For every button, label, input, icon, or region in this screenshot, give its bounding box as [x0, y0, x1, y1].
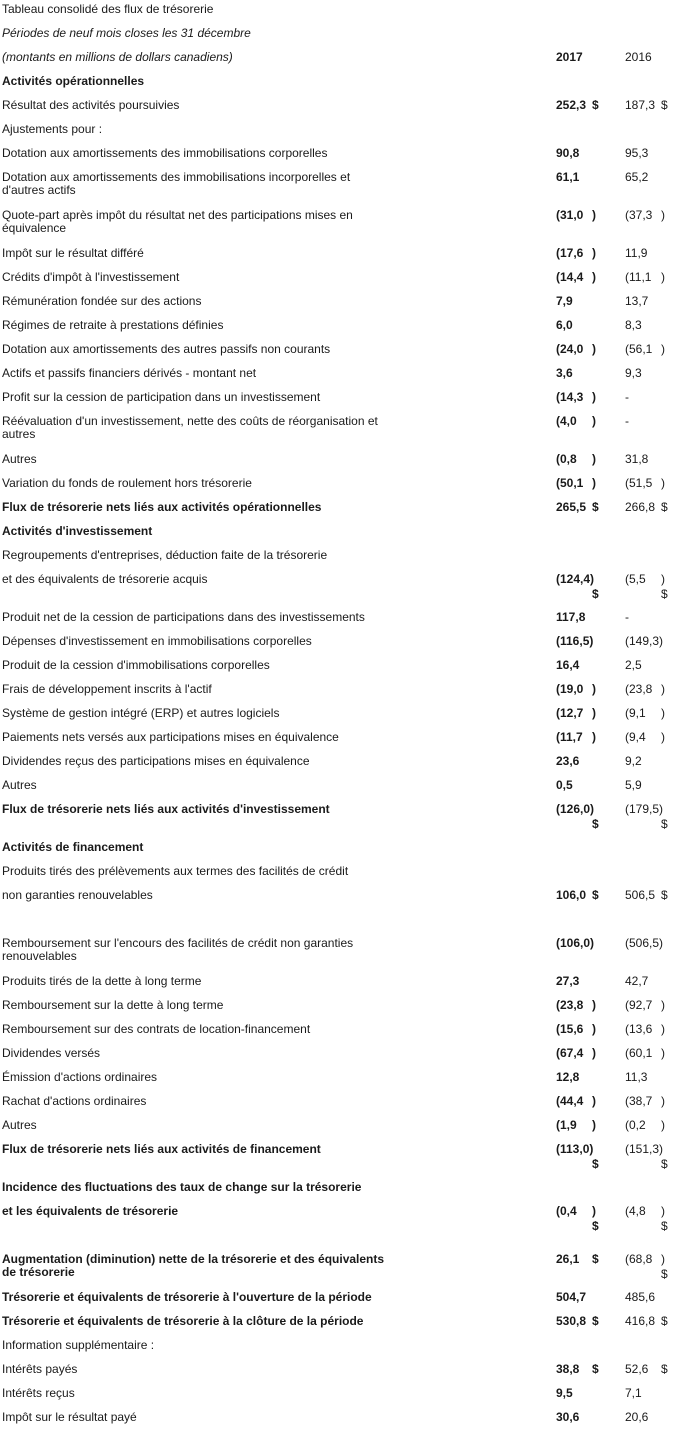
value-2017: 7,9: [556, 294, 573, 308]
value-2016: 95,3: [625, 146, 649, 160]
row-label: Frais de développement inscrits à l'actif: [2, 682, 212, 696]
row-label: Flux de trésorerie nets liés aux activités d'investissement: [2, 802, 330, 816]
value-2017: 117,8: [556, 610, 586, 624]
suffix-2016: ): [661, 730, 665, 744]
value-2017: (0,4: [556, 1204, 577, 1218]
row-label: Paiements nets versés aux participations mises en équivalence: [2, 730, 339, 744]
value-2016: 187,3: [625, 98, 656, 112]
value-2016: (92,7: [625, 998, 653, 1012]
row-label: Dividendes reçus des participations mises en équivalence: [2, 754, 310, 768]
value-2017: (116,5): [556, 634, 594, 648]
value-2016: (9,4: [625, 730, 646, 744]
suffix-2016: $: [661, 1362, 668, 1376]
row-label: Produit net de la cession de participations dans des investissements: [2, 610, 365, 624]
suffix-2017: ): [592, 1204, 596, 1218]
suffix-2017: $: [592, 888, 599, 902]
row-label: Activités de financement: [2, 840, 144, 854]
value-2017: (124,4): [556, 572, 595, 586]
value-2017: 26,1: [556, 1252, 580, 1266]
value-2016: (60,1: [625, 1046, 653, 1060]
row-label: Autres: [2, 778, 37, 792]
row-label: et les équivalents de trésorerie: [2, 1204, 179, 1218]
value-2016: 11,9: [625, 246, 648, 260]
row-label: Dépenses d'investissement en immobilisations corporelles: [2, 634, 312, 648]
row-label: Activités d'investissement: [2, 524, 153, 538]
suffix-2017: ): [592, 998, 596, 1012]
row-label: Régimes de retraite à prestations définies: [2, 318, 224, 332]
value-2017: 530,8: [556, 1314, 587, 1328]
suffix-2017: ): [592, 1118, 596, 1132]
column-header-2016: 2016: [625, 50, 652, 64]
value-2016: 2,5: [625, 658, 642, 672]
row-label: Quote-part après impôt du résultat net des participations mises en équivalence: [2, 208, 353, 235]
value-2017: 12,8: [556, 1070, 580, 1084]
row-label: Augmentation (diminution) nette de la trésorerie et des équivalents de trésorerie: [2, 1252, 385, 1279]
value-2016: (68,8: [625, 1252, 653, 1266]
suffix-2017: ): [592, 1046, 596, 1060]
value-2016: 42,7: [625, 974, 649, 988]
row-label: Émission d'actions ordinaires: [2, 1070, 158, 1084]
value-2016: 416,8: [625, 1314, 656, 1328]
row-label: Dotation aux amortissements des autres passifs non courants: [2, 342, 331, 356]
suffix-2017: $: [592, 500, 599, 514]
currency-2016: $: [661, 587, 668, 601]
value-2016: 11,3: [625, 1070, 648, 1084]
value-2017: 6,0: [556, 318, 573, 332]
value-2016: 266,8: [625, 500, 656, 514]
row-label: Ajustements pour :: [2, 122, 103, 136]
value-2017: 3,6: [556, 366, 573, 380]
value-2016: (149,3): [625, 634, 664, 648]
value-2016: (38,7: [625, 1094, 653, 1108]
row-label: Impôt sur le résultat payé: [2, 1410, 137, 1424]
suffix-2016: ): [661, 998, 665, 1012]
value-2016: 31,8: [625, 452, 649, 466]
value-2017: 23,6: [556, 754, 580, 768]
value-2016: -: [625, 390, 629, 404]
suffix-2016: $: [661, 1314, 668, 1328]
value-2017: (12,7: [556, 706, 584, 720]
value-2016: (506,5): [625, 936, 664, 950]
value-2017: (15,6: [556, 1022, 584, 1036]
value-2016: 20,6: [625, 1410, 649, 1424]
suffix-2016: ): [661, 342, 665, 356]
value-2016: 13,7: [625, 294, 649, 308]
row-label: Dividendes versés: [2, 1046, 101, 1060]
statement-title: Tableau consolidé des flux de trésorerie: [2, 2, 214, 16]
suffix-2017: ): [592, 1022, 596, 1036]
value-2017: 265,5: [556, 500, 587, 514]
currency-2016: $: [661, 817, 668, 831]
suffix-2016: ): [661, 1046, 665, 1060]
value-2017: 30,6: [556, 1410, 580, 1424]
value-2017: (19,0: [556, 682, 584, 696]
value-2016: -: [625, 610, 629, 624]
row-label: Résultat des activités poursuivies: [2, 98, 180, 112]
row-label: Actifs et passifs financiers dérivés - montant net: [2, 366, 257, 380]
suffix-2016: $: [661, 500, 668, 514]
value-2016: 7,1: [625, 1386, 642, 1400]
currency-2017: $: [592, 817, 599, 831]
row-label: Autres: [2, 452, 37, 466]
value-2017: 504,7: [556, 1290, 587, 1304]
row-label: Remboursement sur la dette à long terme: [2, 998, 224, 1012]
value-2017: (126,0): [556, 802, 595, 816]
period-label: Périodes de neuf mois closes les 31 décembre: [2, 26, 251, 40]
value-2016: -: [625, 414, 629, 428]
row-label: Incidence des fluctuations des taux de change sur la trésorerie: [2, 1180, 362, 1194]
value-2017: 61,1: [556, 170, 580, 184]
value-2017: (0,8: [556, 452, 577, 466]
suffix-2017: ): [592, 706, 596, 720]
value-2016: (4,8: [625, 1204, 646, 1218]
value-2016: (56,1: [625, 342, 653, 356]
suffix-2016: ): [661, 572, 665, 586]
row-label: Remboursement sur des contrats de location-financement: [2, 1022, 311, 1036]
value-2017: (14,4: [556, 270, 584, 284]
suffix-2016: ): [661, 706, 665, 720]
value-2017: 16,4: [556, 658, 580, 672]
row-label: Regroupements d'entreprises, déduction faite de la trésorerie: [2, 548, 328, 562]
currency-2017: $: [592, 587, 599, 601]
suffix-2017: ): [592, 270, 596, 284]
value-2016: 52,6: [625, 1362, 649, 1376]
suffix-2016: ): [661, 270, 665, 284]
value-2016: (0,2: [625, 1118, 646, 1132]
row-label: Crédits d'impôt à l'investissement: [2, 270, 180, 284]
value-2017: 9,5: [556, 1386, 573, 1400]
suffix-2017: $: [592, 1362, 599, 1376]
value-2016: 485,6: [625, 1290, 656, 1304]
value-2017: (67,4: [556, 1046, 584, 1060]
row-label: Dotation aux amortissements des immobilisations corporelles: [2, 146, 328, 160]
currency-2016: $: [661, 1219, 668, 1233]
suffix-2017: ): [592, 682, 596, 696]
value-2017: (50,1: [556, 476, 584, 490]
value-2017: (14,3: [556, 390, 584, 404]
suffix-2017: ): [592, 414, 596, 428]
value-2017: 90,8: [556, 146, 580, 160]
suffix-2017: ): [592, 1094, 596, 1108]
row-label: Système de gestion intégré (ERP) et autres logiciels: [2, 706, 280, 720]
suffix-2016: ): [661, 682, 665, 696]
row-label: Trésorerie et équivalents de trésorerie à l'ouverture de la période: [2, 1290, 372, 1304]
row-label: Intérêts payés: [2, 1362, 78, 1376]
value-2016: (151,3): [625, 1142, 664, 1156]
row-label: Produit de la cession d'immobilisations corporelles: [2, 658, 270, 672]
value-2017: (31,0: [556, 208, 584, 222]
value-2017: (17,6: [556, 246, 584, 260]
value-2016: (11,1: [625, 270, 652, 284]
suffix-2016: $: [661, 98, 668, 112]
row-label: Information supplémentaire :: [2, 1338, 155, 1352]
value-2017: (24,0: [556, 342, 584, 356]
row-label: Intérêts reçus: [2, 1386, 75, 1400]
row-label: Flux de trésorerie nets liés aux activités de financement: [2, 1142, 321, 1156]
value-2016: 9,3: [625, 366, 642, 380]
value-2016: (9,1: [625, 706, 646, 720]
suffix-2016: ): [661, 1022, 665, 1036]
row-label: Rachat d'actions ordinaires: [2, 1094, 147, 1108]
value-2017: (4,0: [556, 414, 577, 428]
suffix-2017: ): [592, 208, 596, 222]
currency-2017: $: [592, 1157, 599, 1171]
column-header-2017: 2017: [556, 50, 583, 64]
row-label: Produits tirés des prélèvements aux termes des facilités de crédit: [2, 864, 349, 878]
value-2017: 0,5: [556, 778, 573, 792]
row-label: et des équivalents de trésorerie acquis: [2, 572, 208, 586]
value-2017: (11,7: [556, 730, 583, 744]
value-2016: 506,5: [625, 888, 656, 902]
value-2016: (37,3: [625, 208, 653, 222]
row-label: Activités opérationnelles: [2, 74, 145, 88]
suffix-2016: ): [661, 1118, 665, 1132]
value-2016: (23,8: [625, 682, 653, 696]
row-label: Flux de trésorerie nets liés aux activités opérationnelles: [2, 500, 322, 514]
suffix-2016: ): [661, 1252, 665, 1266]
value-2017: (113,0): [556, 1142, 594, 1156]
suffix-2017: $: [592, 98, 599, 112]
currency-2016: $: [661, 1267, 668, 1281]
row-label: Autres: [2, 1118, 37, 1132]
suffix-2017: $: [592, 1314, 599, 1328]
row-label: Trésorerie et équivalents de trésorerie à la clôture de la période: [2, 1314, 364, 1328]
value-2017: (1,9: [556, 1118, 577, 1132]
units-label: (montants en millions de dollars canadiens): [2, 50, 233, 64]
suffix-2017: ): [592, 342, 596, 356]
value-2017: 27,3: [556, 974, 580, 988]
row-label: non garanties renouvelables: [2, 888, 153, 902]
currency-2017: $: [592, 1219, 599, 1233]
suffix-2017: ): [592, 390, 596, 404]
row-label: Impôt sur le résultat différé: [2, 246, 144, 260]
row-label: Variation du fonds de roulement hors trésorerie: [2, 476, 252, 490]
currency-2016: $: [661, 1157, 668, 1171]
suffix-2017: $: [592, 1252, 599, 1266]
value-2016: 65,2: [625, 170, 649, 184]
value-2016: 5,9: [625, 778, 642, 792]
suffix-2017: ): [592, 452, 596, 466]
row-label: Réévaluation d'un investissement, nette des coûts de réorganisation et autres: [2, 414, 378, 441]
row-label: Dotation aux amortissements des immobilisations incorporelles et d'autres actifs: [2, 170, 351, 197]
suffix-2017: ): [592, 730, 596, 744]
row-label: Remboursement sur l'encours des facilités de crédit non garanties renouvelables: [2, 936, 354, 963]
suffix-2016: ): [661, 1204, 665, 1218]
suffix-2016: ): [661, 208, 665, 222]
value-2017: 252,3: [556, 98, 587, 112]
value-2017: (44,4: [556, 1094, 584, 1108]
suffix-2017: ): [592, 246, 596, 260]
suffix-2016: $: [661, 888, 668, 902]
suffix-2016: ): [661, 476, 665, 490]
row-label: Profit sur la cession de participation dans un investissement: [2, 390, 321, 404]
value-2017: (23,8: [556, 998, 584, 1012]
suffix-2017: ): [592, 476, 596, 490]
suffix-2016: ): [661, 1094, 665, 1108]
value-2017: 38,8: [556, 1362, 580, 1376]
value-2016: 9,2: [625, 754, 642, 768]
row-label: Produits tirés de la dette à long terme: [2, 974, 202, 988]
value-2017: (106,0): [556, 936, 595, 950]
value-2016: 8,3: [625, 318, 642, 332]
value-2016: (13,6: [625, 1022, 653, 1036]
row-label: Rémunération fondée sur des actions: [2, 294, 202, 308]
value-2016: (5,5: [625, 572, 646, 586]
value-2017: 106,0: [556, 888, 587, 902]
value-2016: (51,5: [625, 476, 653, 490]
value-2016: (179,5): [625, 802, 664, 816]
